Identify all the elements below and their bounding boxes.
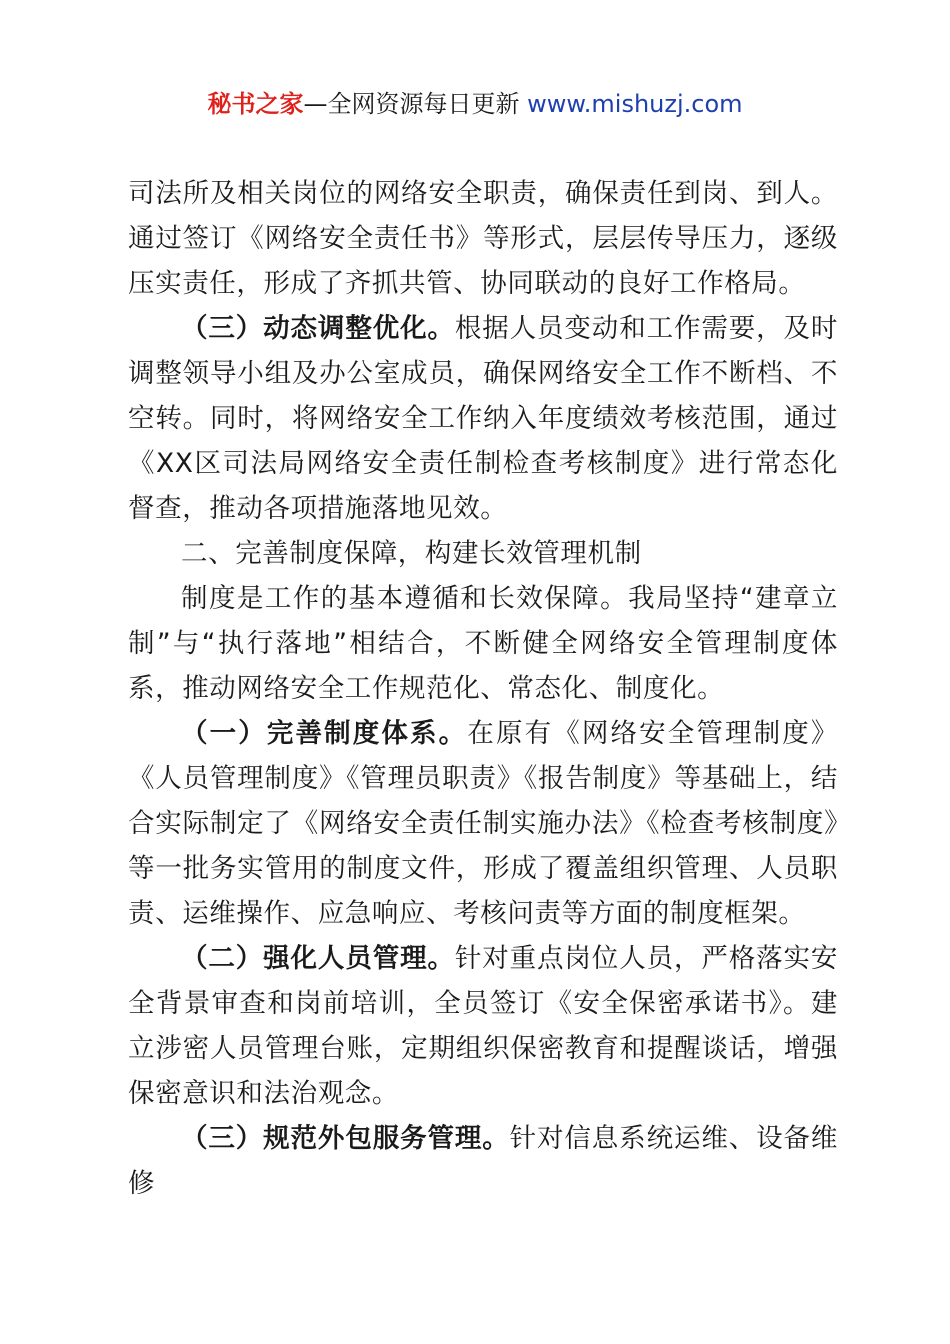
brand-name: 秘书之家 [207, 90, 304, 118]
paragraph-text: 制度是工作的基本遵循和长效保障。我局坚持“建章立制”与“执行落地”相结合，不断健全网络安全管理制度体系，推动网络安全工作规范化、常态化、制度化。 [128, 583, 838, 704]
section-heading-text: 二、完善制度保障，构建长效管理机制 [181, 538, 642, 569]
paragraph-lead: （三）动态调整优化。 [181, 313, 455, 344]
paragraph-personnel [128, 936, 838, 1116]
paragraph-continuation [128, 171, 838, 306]
site-url[interactable]: www.mishuzj.com [527, 90, 743, 118]
paragraph-text: 在原有《网络安全管理制度》《人员管理制度》《管理员职责》《报告制度》等基础上，结合实际制定了《网络安全责任制实施办法》《检查考核制度》等一批务实管用的制度文件，形成了覆盖组织管理、人员职责、运维操作、应急响应、考核问责等方面的制度框架。 [128, 718, 838, 929]
page-header [0, 86, 950, 122]
paragraph-text: 司法所及相关岗位的网络安全职责，确保责任到岗、到人。通过签订《网络安全责任书》等形式，层层传导压力，逐级压实责任，形成了齐抓共管、协同联动的良好工作格局。 [128, 178, 838, 299]
document-body [128, 171, 838, 1206]
paragraph-text: 针对信息系统运维、设备维修 [128, 1123, 838, 1199]
paragraph-lead: （一）完善制度体系。 [181, 718, 468, 749]
paragraph-system-intro [128, 576, 838, 711]
paragraph-text: 针对重点岗位人员，严格落实安全背景审查和岗前培训，全员签订《安全保密承诺书》。建立涉密人员管理台账，定期组织保密教育和提醒谈话，增强保密意识和法治观念。 [128, 943, 839, 1109]
paragraph-text: 根据人员变动和工作需要，及时调整领导小组及办公室成员，确保网络安全工作不断档、不空转。同时，将网络安全工作纳入年度绩效考核范围，通过《XX区司法局网络安全责任制检查考核制度》进行常态化督查，推动各项措施落地见效。 [128, 313, 839, 524]
paragraph-lead: （二）强化人员管理。 [181, 943, 455, 974]
paragraph-improve-system [128, 711, 838, 936]
paragraph-lead: （三）规范外包服务管理。 [181, 1123, 510, 1154]
paragraph-outsourcing [128, 1116, 838, 1206]
header-tagline: —全网资源每日更新 [303, 90, 528, 118]
section-heading [128, 531, 838, 576]
paragraph-dynamic-adjust [128, 306, 838, 531]
